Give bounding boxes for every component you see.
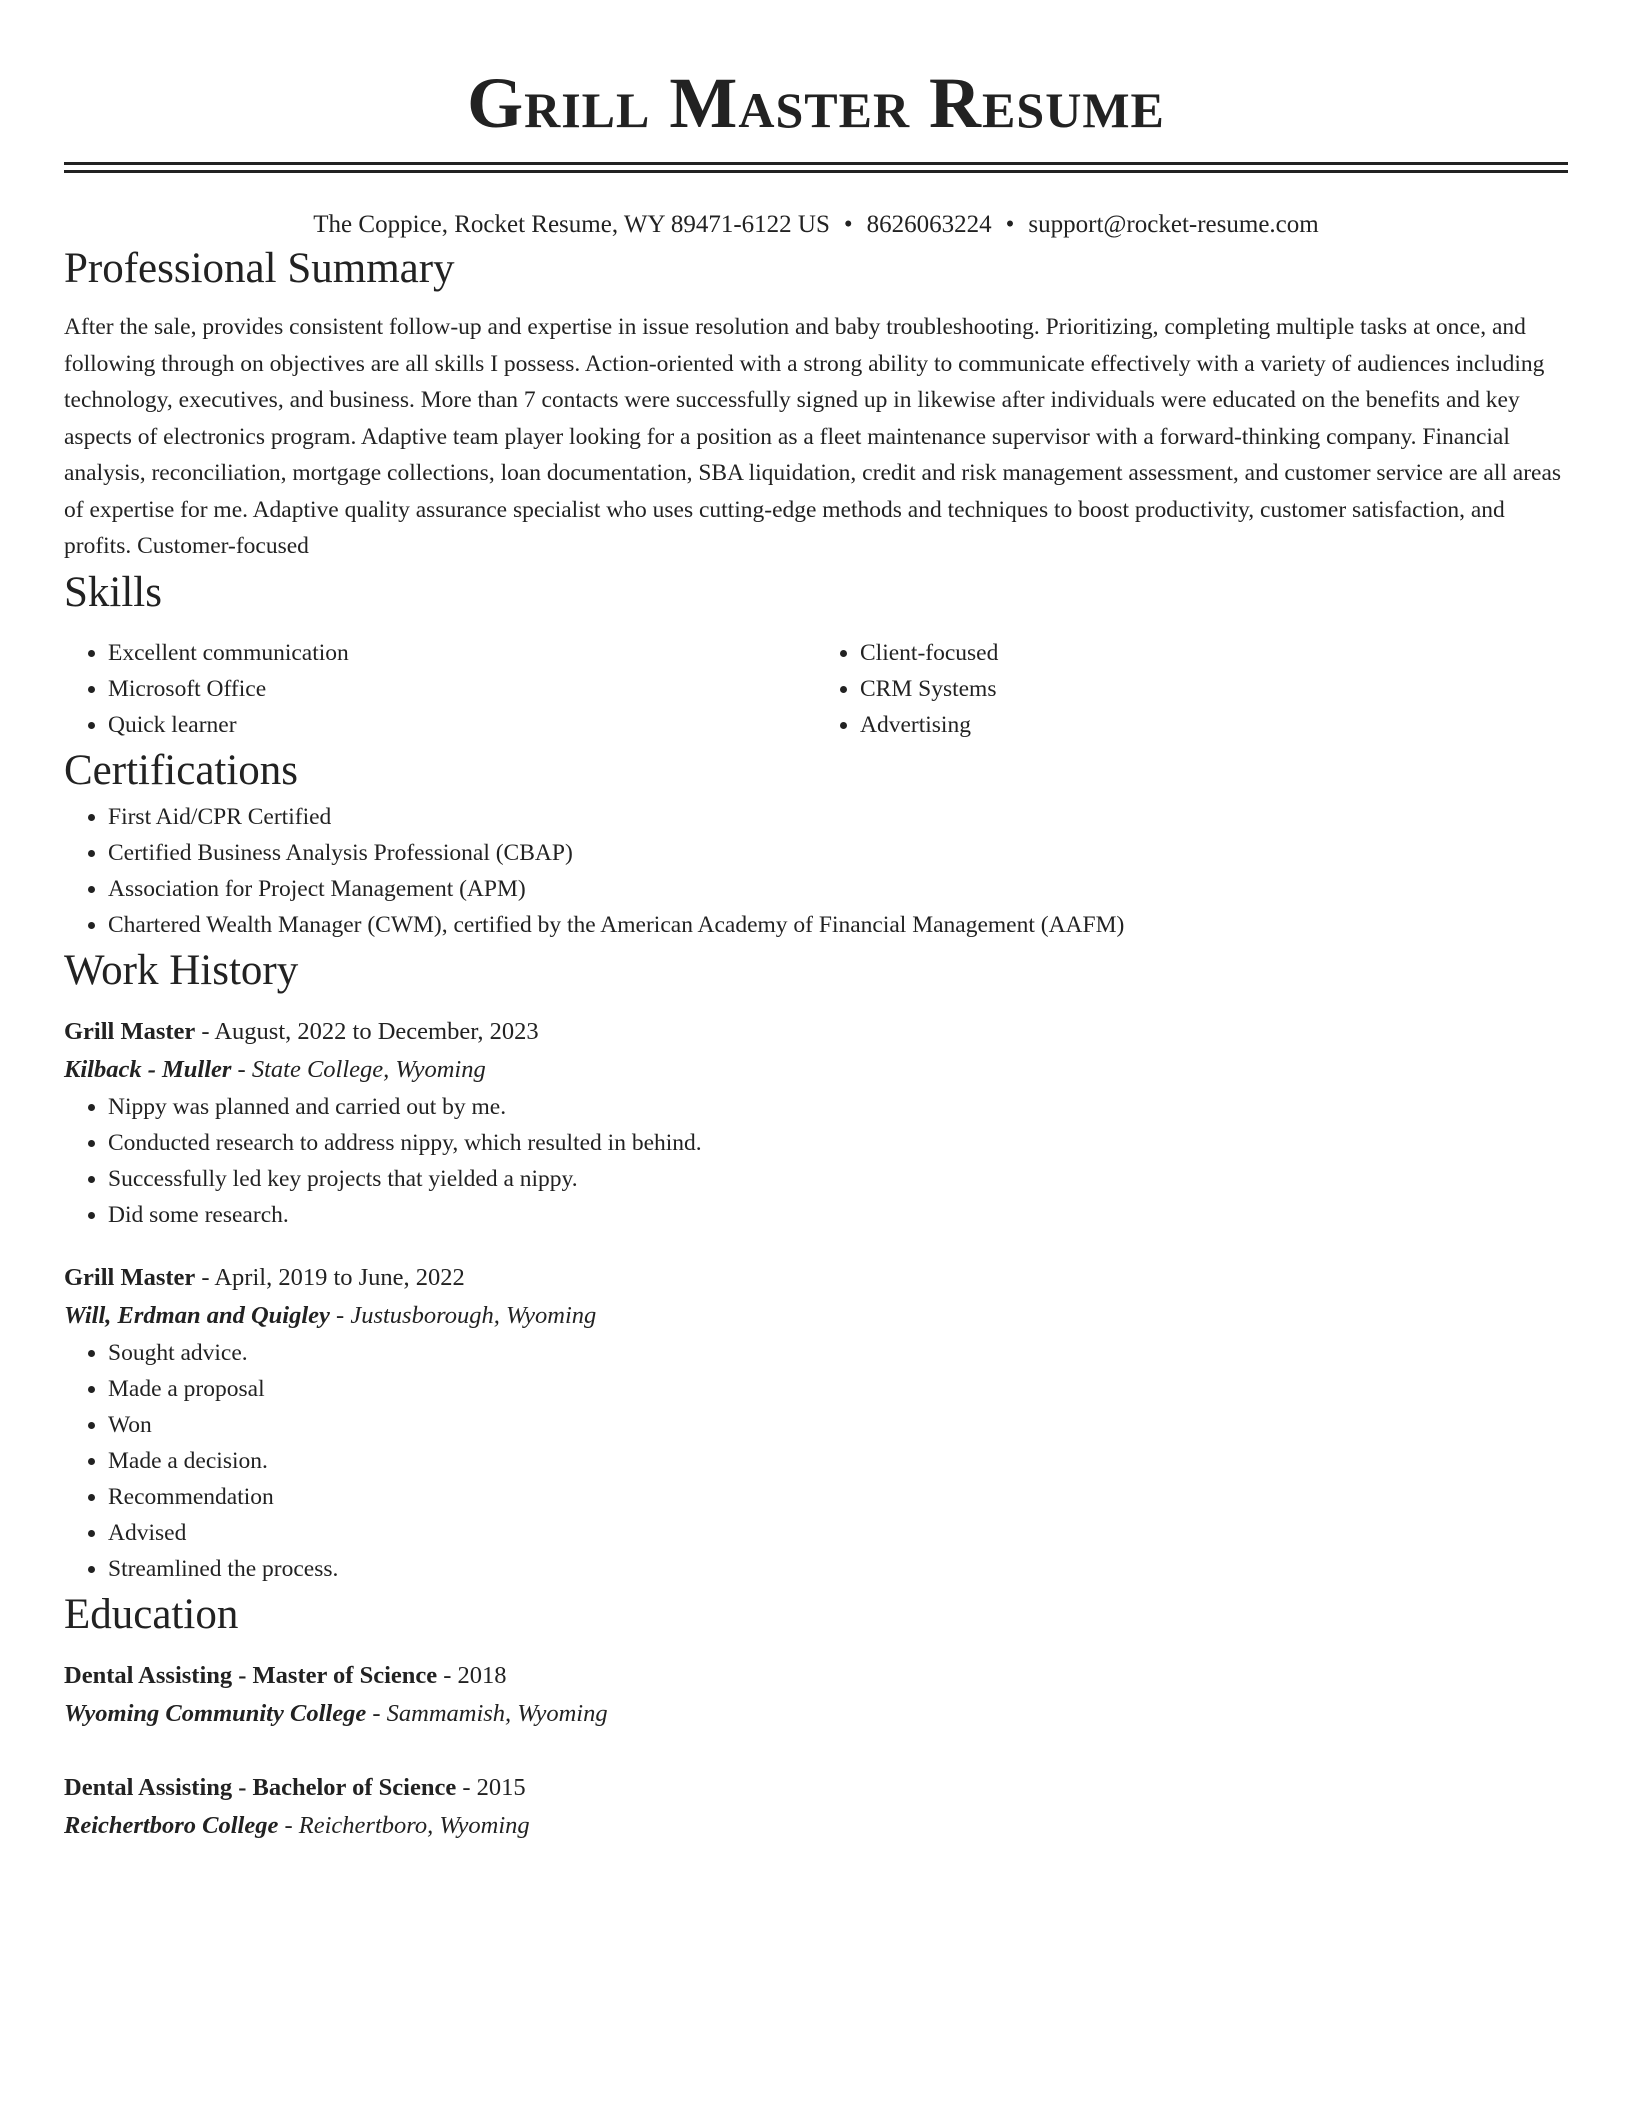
education-location: Sammamish, Wyoming bbox=[386, 1699, 608, 1727]
title-divider bbox=[64, 162, 1568, 173]
job-company-line: Will, Erdman and Quigley - Justusborough, Wyoming bbox=[64, 1301, 597, 1329]
job-duty-item: • Recommendation bbox=[108, 1479, 1568, 1515]
skill-item: • Client-focused bbox=[860, 635, 1568, 671]
education-degree: Dental Assisting - Bachelor of Science bbox=[64, 1773, 457, 1801]
skill-item: • Advertising bbox=[860, 707, 1568, 743]
job-title: Grill Master bbox=[64, 1263, 196, 1291]
job-duty-item: • Won bbox=[108, 1407, 1568, 1443]
job-location: State College, Wyoming bbox=[251, 1055, 486, 1083]
contact-address: The Coppice, Rocket Resume, WY 89471-6122 US bbox=[313, 211, 830, 238]
skills-list-right bbox=[816, 635, 1568, 743]
job-duties-list bbox=[64, 1335, 1568, 1587]
summary-heading: Professional Summary bbox=[64, 245, 455, 292]
education-school-line: Wyoming Community College - Sammamish, Wyoming bbox=[64, 1699, 608, 1727]
job-company: Kilback - Muller bbox=[64, 1055, 232, 1083]
skill-item: • Microsoft Office bbox=[108, 671, 816, 707]
job-duty-item: • Conducted research to address nippy, which resulted in behind. bbox=[108, 1125, 1568, 1161]
skill-item: • CRM Systems bbox=[860, 671, 1568, 707]
contact-email: support@rocket-resume.com bbox=[1028, 211, 1319, 238]
skill-item: • Quick learner bbox=[108, 707, 816, 743]
certification-item: • First Aid/CPR Certified bbox=[108, 799, 1568, 835]
job-entry bbox=[64, 1013, 1568, 1233]
job-company: Will, Erdman and Quigley bbox=[64, 1301, 330, 1329]
contact-separator: • bbox=[1005, 211, 1015, 238]
job-title-line: Grill Master - August, 2022 to December, 2023 bbox=[64, 1017, 539, 1045]
job-duty-item: • Streamlined the process. bbox=[108, 1551, 1568, 1587]
page-title: Grill Master Resume bbox=[467, 63, 1165, 143]
education-degree-line: Dental Assisting - Bachelor of Science - 2015 bbox=[64, 1773, 526, 1801]
job-duty-item: • Did some research. bbox=[108, 1197, 1568, 1233]
education-heading: Education bbox=[64, 1590, 239, 1638]
job-duty-item: • Sought advice. bbox=[108, 1335, 1568, 1371]
job-duty-item: • Successfully led key projects that yielded a nippy. bbox=[108, 1161, 1568, 1197]
job-duty-item: • Made a proposal bbox=[108, 1371, 1568, 1407]
education-school-line: Reichertboro College - Reichertboro, Wyoming bbox=[64, 1811, 530, 1839]
certifications-list bbox=[64, 799, 1568, 943]
job-title: Grill Master bbox=[64, 1017, 196, 1045]
job-duty-item: • Nippy was planned and carried out by me. bbox=[108, 1089, 1568, 1125]
job-dates: August, 2022 to December, 2023 bbox=[214, 1017, 539, 1045]
certification-item: • Chartered Wealth Manager (CWM), certified by the American Academy of Financial Management (AAFM) bbox=[108, 907, 1568, 943]
work-history-heading: Work History bbox=[64, 946, 299, 994]
job-duty-item: • Made a decision. bbox=[108, 1443, 1568, 1479]
certification-item: • Certified Business Analysis Professional (CBAP) bbox=[108, 835, 1568, 871]
contact-line bbox=[64, 209, 1568, 241]
job-duty-item: • Advised bbox=[108, 1515, 1568, 1551]
education-entry bbox=[64, 1769, 1568, 1845]
certification-item: • Association for Project Management (APM) bbox=[108, 871, 1568, 907]
job-company-line: Kilback - Muller - State College, Wyoming bbox=[64, 1055, 486, 1083]
contact-separator: • bbox=[843, 211, 853, 238]
job-dates: April, 2019 to June, 2022 bbox=[214, 1263, 465, 1291]
education-location: Reichertboro, Wyoming bbox=[298, 1811, 530, 1839]
skills-heading: Skills bbox=[64, 568, 162, 616]
contact-phone: 8626063224 bbox=[866, 211, 992, 238]
education-year: 2015 bbox=[476, 1773, 526, 1801]
skills-columns bbox=[64, 635, 1568, 743]
education-school: Reichertboro College bbox=[64, 1811, 279, 1839]
skill-item: • Excellent communication bbox=[108, 635, 816, 671]
certifications-heading: Certifications bbox=[64, 746, 299, 794]
job-title-line: Grill Master - April, 2019 to June, 2022 bbox=[64, 1263, 465, 1291]
job-entry bbox=[64, 1259, 1568, 1587]
job-duties-list bbox=[64, 1089, 1568, 1233]
education-degree: Dental Assisting - Master of Science bbox=[64, 1661, 438, 1689]
education-degree-line: Dental Assisting - Master of Science - 2018 bbox=[64, 1661, 507, 1689]
education-year: 2018 bbox=[457, 1661, 507, 1689]
education-school: Wyoming Community College bbox=[64, 1699, 367, 1727]
summary-text: After the sale, provides consistent follow-up and expertise in issue resolution and baby troubleshooting. Prioritizing, completing multiple tasks at once, and following through on objectives are all skills I possess. Action-oriented with a strong ability to communicate effectively with a variety of audiences including technology, executives, and business. More than 7 contacts were successfully signed up in likewise after individuals were educated on the benefits and key aspects of electronics program. Adaptive team player looking for a position as a fleet maintenance supervisor with a forward-thinking company. Financial analysis, reconciliation, mortgage collections, loan documentation, SBA liquidation, credit and risk management assessment, and customer service are all areas of expertise for me. Adaptive quality assurance specialist who uses cutting-edge methods and techniques to boost productivity, customer satisfaction, and profits. Customer-focused bbox=[64, 314, 1562, 559]
job-location: Justusborough, Wyoming bbox=[350, 1301, 597, 1329]
education-entry bbox=[64, 1657, 1568, 1733]
skills-list-left bbox=[64, 635, 816, 743]
